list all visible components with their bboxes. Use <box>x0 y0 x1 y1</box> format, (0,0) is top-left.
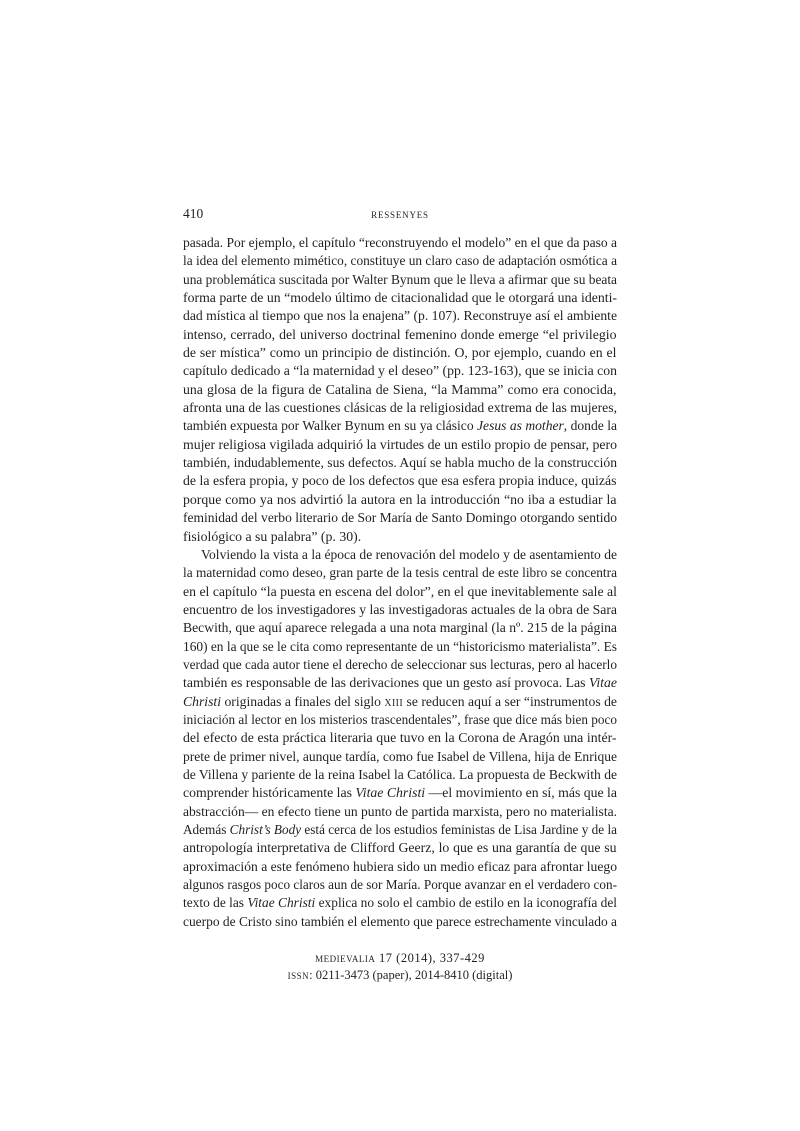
text-line-content <box>183 417 617 435</box>
text-run: capítulo dedicado a “la maternidad y el deseo” (pp. 123-163), que se inicia con <box>183 363 617 379</box>
text-line <box>183 876 617 894</box>
text-run: comprender históricamente las <box>183 785 356 801</box>
text-line-content <box>183 784 617 802</box>
text-run: también expuesta por Walker Bynum en su ya clásico <box>183 418 478 434</box>
italic-title-text: Vitae Christi <box>247 895 316 911</box>
text-line-content <box>201 546 617 564</box>
text-line <box>183 454 617 472</box>
text-line <box>183 344 617 362</box>
text-line <box>183 583 617 601</box>
text-line <box>183 894 617 912</box>
text-line-content <box>183 766 617 784</box>
italic-title-text: Christ’s Body <box>229 822 302 837</box>
text-line-content <box>183 528 361 546</box>
review-body-text <box>183 234 617 931</box>
text-line-content <box>183 876 617 894</box>
text-line-content <box>183 436 617 454</box>
text-run: 160) en la que se le cita como representante de un “historicismo materialista”. Es <box>183 638 617 654</box>
text-line <box>183 619 617 637</box>
text-run: en el capítulo “la puesta en escena del dolor”, en el que inevitablemente sale al <box>183 583 617 599</box>
footer-issn <box>0 967 800 984</box>
text-run: Volviendo la vista a la época de renovación del modelo y de asentamiento de <box>201 546 617 562</box>
text-line-content <box>183 858 617 876</box>
text-run: explica no solo el cambio de estilo en la iconografía del <box>315 895 617 911</box>
text-line-content <box>183 509 617 527</box>
text-line <box>183 729 617 747</box>
text-run: verdad que cada autor tiene el derecho de seleccionar sus lecturas, pero al hacerlo <box>183 656 617 672</box>
text-run: de la esfera propia, y poco de los defectos que esa esfera propia induce, quizás <box>183 473 617 489</box>
text-run: algunos rasgos poco claros aun de sor María. Porque avanzar en el verdadero con- <box>183 877 617 893</box>
text-line <box>183 821 617 839</box>
text-line <box>183 234 617 252</box>
text-line <box>183 638 617 656</box>
text-line-content <box>183 913 617 931</box>
text-run: aproximación a este fenómeno hubiera sido un medio eficaz para afrontar luego <box>183 858 617 874</box>
text-line-content <box>183 381 617 399</box>
footer-journal-citation: medievalia 17 (2014), 337-429 <box>315 951 485 965</box>
text-line <box>201 546 617 564</box>
text-run: de Villena y pariente de la reina Isabel la Católica. La propuesta de Beckwith de <box>183 766 617 782</box>
text-line-content <box>183 656 617 674</box>
text-line <box>183 858 617 876</box>
text-run: dad mística al tiempo que nos la enajena” (p. 107). Reconstruye así el ambiente <box>183 308 617 324</box>
text-run: encuentro de los investigadores y las investigadoras actuales de la obra de Sara <box>183 601 617 617</box>
text-line <box>183 528 617 546</box>
text-run: mujer religiosa vigilada adquirió la virtudes de un estilo propio de pensar, pero <box>183 436 617 452</box>
text-run: , donde la <box>563 418 617 434</box>
text-run: fisiológico a su palabra” (p. 30). <box>183 528 362 544</box>
text-line-content <box>183 619 617 637</box>
text-line-content <box>183 454 617 472</box>
text-line <box>183 491 617 509</box>
text-line-content <box>183 399 617 417</box>
text-run: se reducen aquí a ser “instrumentos de <box>403 693 617 709</box>
text-line <box>183 252 617 270</box>
text-line-content <box>183 234 617 252</box>
text-line <box>183 509 617 527</box>
text-line-content <box>183 821 617 839</box>
text-line <box>183 674 617 692</box>
text-run: Becwith, que aquí aparece relegada a una nota marginal (la nº. 215 de la página <box>183 620 617 636</box>
text-line-content <box>183 839 617 857</box>
text-run: de ser mística” como un principio de distinción. O, por ejemplo, cuando en el <box>183 345 617 361</box>
text-run: porque como ya nos advirtió la autora en la introducción “no iba a estudiar la <box>183 491 617 507</box>
text-run: también, indudablemente, sus defectos. Aquí se habla mucho de la construcción <box>183 455 617 471</box>
text-run: originadas a finales del siglo <box>221 693 385 709</box>
text-run: del efecto de esta práctica literaria que tuvo en la Corona de Aragón una intér- <box>183 730 617 746</box>
text-line <box>183 472 617 490</box>
small-caps-text: xiii <box>384 693 404 709</box>
text-line <box>183 656 617 674</box>
text-run: —el movimiento en sí, más que la <box>425 785 617 801</box>
text-line-content <box>183 362 617 380</box>
text-run: una glosa de la figura de Catalina de Siena, “la Mamma” como era conocida, <box>183 381 617 397</box>
issn-numbers: : 0211-3473 (paper), 2014-8410 (digital) <box>309 968 513 982</box>
text-line-content <box>183 748 617 766</box>
text-line-content <box>183 289 617 307</box>
text-line <box>183 913 617 931</box>
text-line-content <box>183 894 617 912</box>
running-title: ressenyes <box>371 207 429 221</box>
text-run: cuerpo de Cristo sino también el elemento que parece estrechamente vinculado a <box>183 913 617 929</box>
text-line <box>183 693 617 711</box>
text-line <box>183 307 617 325</box>
text-run: pasada. Por ejemplo, el capítulo “reconstruyendo el modelo” en el que da paso a <box>183 235 617 250</box>
text-line-content <box>183 711 617 729</box>
text-line <box>183 601 617 619</box>
text-line-content <box>183 252 617 270</box>
issn-label: issn <box>287 968 310 982</box>
text-run: también es responsable de las derivaciones que un gesto así provoca. Las <box>183 675 589 691</box>
text-line-content <box>183 638 617 656</box>
page-number: 410 <box>183 206 204 221</box>
text-line-content <box>183 344 617 362</box>
text-line <box>183 784 617 802</box>
text-run: la maternidad como deseo, gran parte de la tesis central de este libro se concentra <box>183 565 617 581</box>
italic-title-text: Vitae <box>588 675 617 691</box>
text-line-content <box>183 472 617 490</box>
text-line <box>183 326 617 344</box>
italic-title-text: Christi <box>183 693 222 709</box>
text-line <box>183 271 617 289</box>
text-run: texto de las <box>183 895 248 911</box>
text-line-content <box>183 271 617 289</box>
text-line-content <box>183 491 617 509</box>
text-line <box>183 417 617 435</box>
italic-title-text: Jesus as mother <box>477 418 564 434</box>
text-run: la idea del elemento mimético, constituye un claro caso de adaptación osmótica a <box>183 253 617 269</box>
text-line <box>183 839 617 857</box>
text-line-content <box>183 564 617 582</box>
text-line <box>183 399 617 417</box>
text-line-content <box>183 307 617 325</box>
text-run: forma parte de un “modelo último de citacionalidad que le otorgará una identi- <box>183 290 617 306</box>
text-run: iniciación al lector en los misterios trascendentales”, frase que dice más bien poco <box>183 711 617 727</box>
text-line <box>183 766 617 784</box>
text-line-content <box>183 674 617 692</box>
text-line <box>183 748 617 766</box>
text-line-content <box>183 326 617 344</box>
text-line <box>183 436 617 454</box>
text-run: antropología interpretativa de Clifford Geerz, lo que es una garantía de que su <box>183 840 617 856</box>
text-line-content <box>183 601 617 619</box>
text-run: afronta una de las cuestiones clásicas de la religiosidad extrema de las mujeres, <box>183 400 617 416</box>
text-line-content <box>183 693 617 711</box>
text-line <box>183 362 617 380</box>
text-line <box>183 381 617 399</box>
text-line <box>183 289 617 307</box>
text-run: una problemática suscitada por Walter Bynum que le lleva a afirmar que su beata <box>183 271 617 287</box>
italic-title-text: Vitae Christi <box>355 785 426 801</box>
text-run: abstracción— en efecto tiene un punto de partida marxista, pero no materialista. <box>183 803 617 819</box>
text-line <box>183 564 617 582</box>
text-line-content <box>183 583 617 601</box>
text-line-content <box>183 803 617 821</box>
text-line <box>183 711 617 729</box>
text-run: intenso, cerrado, del universo doctrinal femenino donde emerge “el privilegio <box>183 326 617 342</box>
text-run: feminidad del verbo literario de Sor María de Santo Domingo otorgando sentido <box>183 510 617 526</box>
text-run: está cerca de los estudios feministas de Lisa Jardine y de la <box>301 822 617 837</box>
text-run: Además <box>183 822 230 837</box>
text-line-content <box>183 729 617 747</box>
text-run: prete de primer nivel, aunque tardía, como fue Isabel de Villena, hija de Enrique <box>183 748 617 764</box>
text-line <box>183 803 617 821</box>
